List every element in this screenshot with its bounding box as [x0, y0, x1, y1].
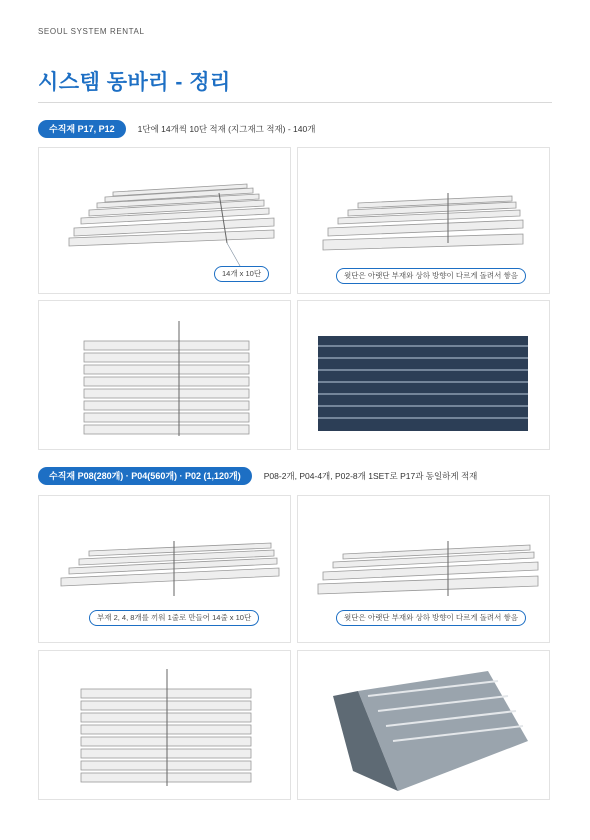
full-stack-illustration — [39, 301, 291, 450]
pipe-fan — [69, 184, 274, 246]
short-pipe-full-stack-illustration — [39, 651, 291, 800]
title-divider — [38, 102, 552, 103]
callout-rotated-layer: 윗단은 아랫단 부재와 상하 방향이 다르게 돌려서 쌓음 — [336, 268, 526, 284]
callout-sets-14x10: 부재 2, 4, 8개를 끼워 1줄로 만들어 14줄 x 10단 — [89, 610, 259, 626]
photo-p08-two-layers — [297, 495, 550, 643]
section-description-2: P08-2개, P04-4개, P02-8개 1SET로 P17과 동일하게 적재 — [263, 471, 478, 481]
photo-p17-layer — [38, 147, 291, 294]
brand-name: SEOUL SYSTEM RENTAL — [38, 27, 145, 36]
section-header-1 — [38, 120, 315, 138]
stack-photo — [298, 301, 550, 450]
photo-p08-real — [297, 650, 550, 800]
callout-14x10: 14개 x 10단 — [214, 266, 269, 282]
callout-rotated-layer-2: 윗단은 아랫단 부재와 상하 방향이 다르게 돌려서 쌓음 — [336, 610, 526, 626]
photo-p17-real — [297, 300, 550, 450]
photo-p08-full-stack-drawing — [38, 650, 291, 800]
photo-p17-full-stack-drawing — [38, 300, 291, 450]
page-title: 시스템 동바리 - 정리 — [38, 71, 231, 94]
photo-p17-two-layers — [297, 147, 550, 294]
section-header-2 — [38, 467, 477, 485]
short-pipe-stack-photo — [298, 651, 550, 800]
section-tag-1: 수직재 P17, P12 — [38, 120, 126, 138]
section-description-1: 1단에 14개씩 10단 적재 (지그재그 적재) - 140개 — [137, 124, 316, 134]
section-tag-2: 수직재 P08(280개) · P04(560개) · P02 (1,120개) — [38, 467, 252, 485]
photo-p08-layer — [38, 495, 291, 643]
